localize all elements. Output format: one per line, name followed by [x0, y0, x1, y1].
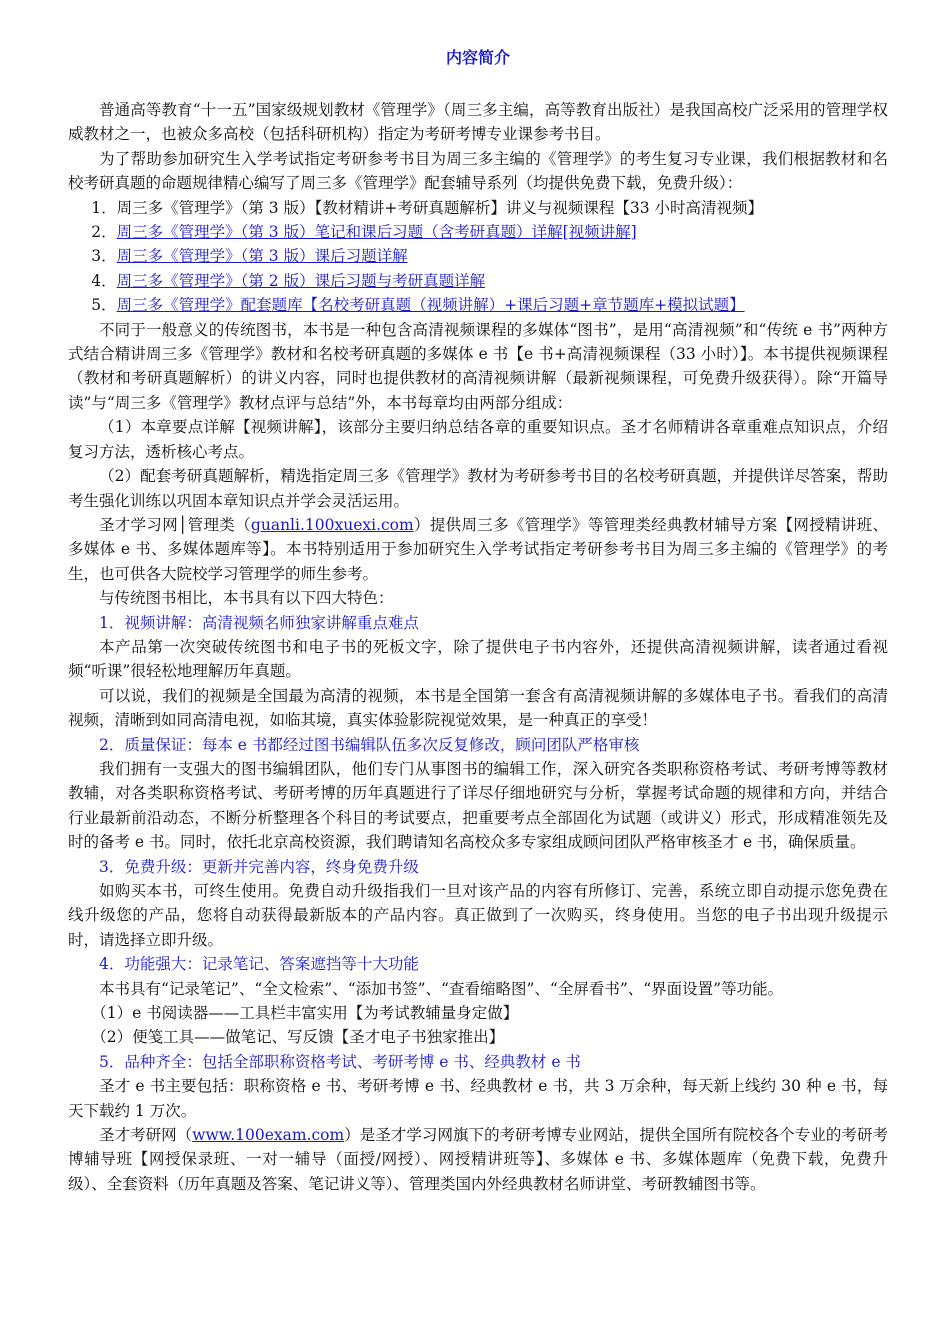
feature-heading-4: 4．功能强大：记录笔记、答案遮挡等十大功能: [99, 955, 419, 974]
body-paragraph-6: 圣才学习网│管理类（guanli.100xuexi.com）提供周三多《管理学》等管理类经典教材辅导方案【网授精讲班、多媒体 e 书、多媒体题库等】。本书特别适用于参加研究生入学考试指定考研参考书目为周三多主编的《管理学》的考生，也可供各大院校学习管理学的师生参考。: [68, 515, 888, 583]
list-item-1: 1．周三多《管理学》（第 3 版）【教材精讲+考研真题解析】讲义与视频课程【33 小时高清视频】: [91, 198, 763, 217]
closing-paragraph: 圣才考研网（www.100exam.com）是圣才学习网旗下的考研考博专业网站，提供全国所有院校各个专业的考研考博辅导班【网授保录班、一对一辅导（面授/网授）、网授精讲班等】、多媒体 e 书、多媒体题库（免费下载，免费升级）、全套资料（历年真题及答案、笔记讲义等）、管理类国内外经典教材名师讲堂、考研教辅图书等。: [68, 1126, 888, 1193]
guanli-link[interactable]: guanli.100xuexi.com: [250, 515, 414, 534]
body-paragraph-4: （1）本章要点详解【视频讲解】，该部分主要归纳总结各章的重要知识点。圣才名师精讲各章重难点知识点，介绍复习方法，透析核心考点。: [68, 418, 888, 461]
list-item-3[interactable]: 3．周三多《管理学》（第 3 版）课后习题详解: [91, 247, 408, 266]
body-paragraph-7: 与传统图书相比，本书具有以下四大特色：: [99, 589, 394, 608]
feature-4-sub-2: （2）便笺工具——做笔记、写反馈【圣才电子书独家推出】: [91, 1028, 505, 1047]
feature-5-paragraph-1: 圣才 e 书主要包括：职称资格 e 书、考研考博 e 书、经典教材 e 书，共 3 万余种，每天新上线约 30 种 e 书，每天下载约 1 万次。: [68, 1077, 888, 1120]
list-item-text: 周三多《管理学》（第 3 版）【教材精讲+考研真题解析】讲义与视频课程【33 小时高清视频】: [116, 198, 763, 217]
feature-4-paragraph-1: 本书具有“记录笔记”、“全文检索”、“添加书签”、“查看缩略图”、“全屏看书”、“界面设置”等功能。: [99, 979, 784, 998]
feature-heading-3: 3．免费升级：更新并完善内容，终身免费升级: [99, 857, 419, 876]
list-item-link[interactable]: 周三多《管理学》（第 3 版）课后习题详解: [116, 247, 408, 266]
list-item-link[interactable]: 周三多《管理学》（第 3 版）笔记和课后习题（含考研真题）详解[视频讲解]: [116, 223, 637, 242]
list-item-4[interactable]: 4．周三多《管理学》（第 2 版）课后习题与考研真题详解: [91, 271, 486, 290]
feature-heading-1: 1．视频讲解：高清视频名师独家讲解重点难点: [99, 613, 419, 632]
list-item-link[interactable]: 周三多《管理学》（第 2 版）课后习题与考研真题详解: [116, 271, 486, 290]
feature-2-paragraph-1: 我们拥有一支强大的图书编辑团队，他们专门从事图书的编辑工作，深入研究各类职称资格考试、考研考博等教材教辅，对各类职称资格考试、考研考博的历年真题进行了详尽仔细地研究与分析，掌握考试命题的规律和方向，并结合行业最新前沿动态，不断分析整理各个科目的考试要点，把重要考点全部固化为试题（或讲义）形式，形成精准领先及时的备考 e 书。同时，依托北京高校资源，我们聘请知名高校众多专家组成顾问团队严格审核圣才 e 书，确保质量。: [68, 759, 888, 852]
intro-paragraph-2: 为了帮助参加研究生入学考试指定考研参考书目为周三多主编的《管理学》的考生复习专业课，我们根据教材和名校考研真题的命题规律精心编写了周三多《管理学》配套辅导系列（均提供免费下载，免费升级）：: [68, 149, 888, 193]
exam-site-link[interactable]: www.100exam.com: [192, 1126, 345, 1145]
feature-4-sub-1: （1）e 书阅读器——工具栏丰富实用【为考试教辅量身定做】: [91, 1004, 519, 1023]
feature-heading-5: 5．品种齐全：包括全部职称资格考试、考研考博 e 书、经典教材 e 书: [99, 1052, 581, 1071]
feature-1-paragraph-1: 本产品第一次突破传统图书和电子书的死板文字，除了提供电子书内容外，还提供高清视频讲解，读者通过看视频“听课”很轻松地理解历年真题。: [68, 637, 888, 681]
feature-heading-2: 2．质量保证：每本 e 书都经过图书编辑队伍多次反复修改，顾问团队严格审核: [99, 735, 640, 754]
intro-paragraph-1: 普通高等教育“十一五”国家级规划教材《管理学》（周三多主编，高等教育出版社）是我国高校广泛采用的管理学权威教材之一，也被众多高校（包括科研机构）指定为考研考博专业课参考书目。: [68, 101, 888, 144]
body-paragraph-5: （2）配套考研真题解析，精选指定周三多《管理学》教材为考研参考书目的名校考研真题，并提供详尽答案，帮助考生强化训练以巩固本章知识点并学会灵活运用。: [68, 467, 888, 510]
feature-3-paragraph-1: 如购买本书，可终生使用。免费自动升级指我们一旦对该产品的内容有所修订、完善，系统立即自动提示您免费在线升级您的产品，您将自动获得最新版本的产品内容。真正做到了一次购买，终身使用。当您的电子书出现升级提示时，请选择立即升级。: [68, 882, 888, 949]
page-title: 内容简介: [445, 48, 510, 67]
list-item-link[interactable]: 周三多《管理学》配套题库【名校考研真题（视频讲解）+课后习题+章节题库+模拟试题】: [116, 296, 745, 315]
body-paragraph-3: 不同于一般意义的传统图书，本书是一种包含高清视频课程的多媒体“图书”，是用“高清视频”和“传统 e 书”两种方式结合精讲周三多《管理学》教材和名校考研真题的多媒体 e 书【e 书+高清视频课程（33 小时）】。本书提供视频课程（教材和考研真题解析）的讲义内容，同时也提供教材的高清视频讲解（最新视频课程，可免费升级获得）。除“开篇导读”与“周三多《管理学》教材点评与总结”外，本书每章均由两部分组成：: [68, 320, 888, 412]
feature-1-paragraph-2: 可以说，我们的视频是全国最为高清的视频，本书是全国第一套含有高清视频讲解的多媒体电子书。看我们的高清视频，清晰到如同高清电视，如临其境，真实体验影院视觉效果，是一种真正的享受！: [68, 686, 888, 730]
list-item-5[interactable]: 5．周三多《管理学》配套题库【名校考研真题（视频讲解）+课后习题+章节题库+模拟试题】: [91, 296, 745, 315]
list-item-2[interactable]: 2．周三多《管理学》（第 3 版）笔记和课后习题（含考研真题）详解[视频讲解]: [91, 223, 637, 242]
